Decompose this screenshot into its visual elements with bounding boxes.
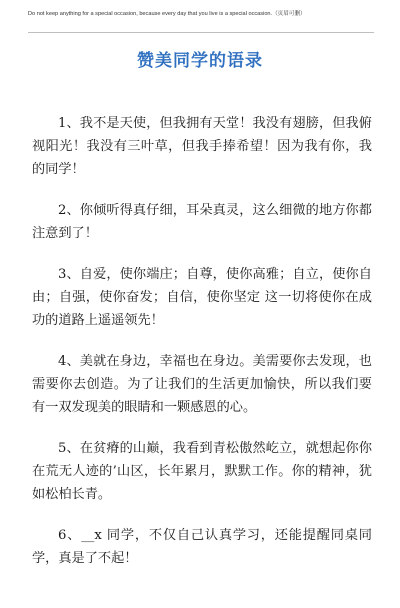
paragraph-3: 3、自爱，使你端庄；自尊，使你高雅；自立，使你自由；自强，使你奋发；自信，使你坚定 这一切将使你在成功的道路上遥遥领先！ — [32, 267, 372, 328]
document-title: 赞美同学的语录 — [137, 51, 263, 71]
page-header-text: Do not keep anything for a special occasion, because every day that you live is a special occasion.（页眉可删） — [28, 11, 306, 17]
paragraph-6: 6、__x 同学，不仅自己认真学习，还能提醒同桌同学，真是了不起！ — [32, 528, 372, 566]
document-body — [32, 112, 372, 588]
paragraph-5: 5、在贫瘠的山巅，我看到青松傲然屹立，就想起你你在荒无人迹的’山区，长年累月，默默工作。你的精神，犹如松柏长青。 — [32, 441, 372, 502]
paragraph-1: 1、我不是天使，但我拥有天堂！我没有翅膀，但我俯视阳光！我没有三叶草，但我手捧希望！因为我有你，我的同学！ — [32, 116, 372, 177]
paragraph-2: 2、你倾听得真仔细，耳朵真灵，这么细微的地方你都注意到了！ — [32, 203, 372, 241]
header-divider — [28, 32, 374, 33]
paragraph-4: 4、美就在身边，幸福也在身边。美需要你去发现，也需要你去创造。为了让我们的生活更加愉快，所以我们要有一双发现美的眼睛和一颗感恩的心。 — [32, 354, 372, 415]
